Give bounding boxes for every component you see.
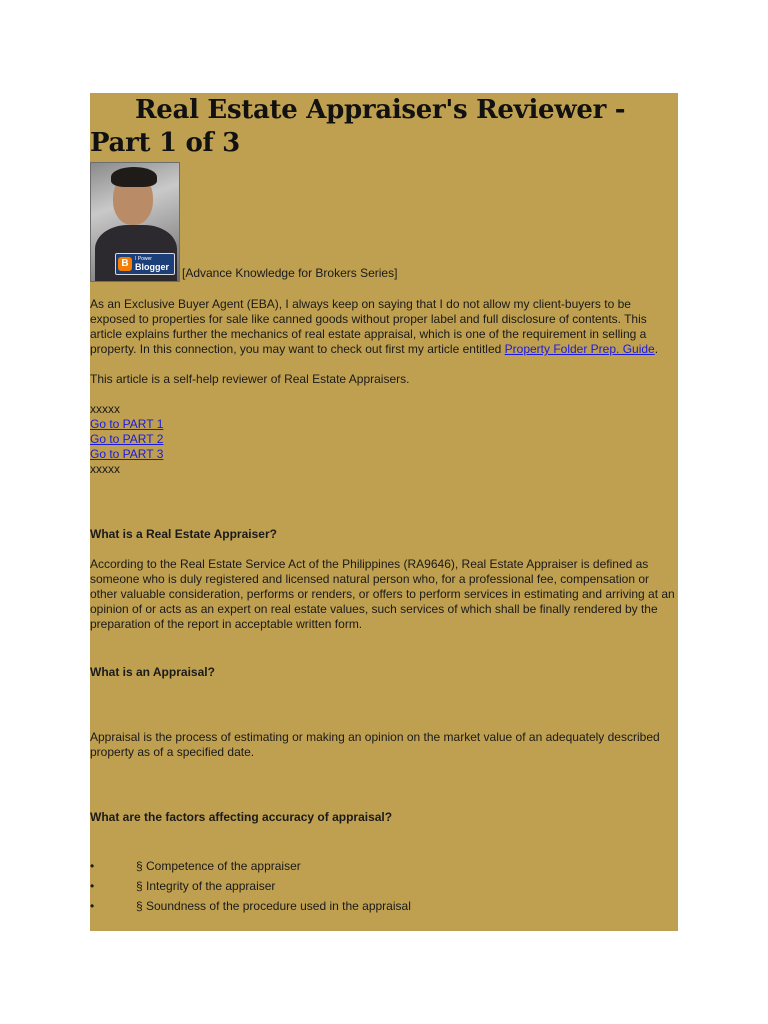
separator-top: xxxxx xyxy=(90,402,120,416)
list-item xyxy=(90,899,678,919)
article-title: Real Estate Appraiser's Reviewer - Part 1 of 3 xyxy=(90,95,626,158)
factor-text: § Soundness of the procedure used in the appraisal xyxy=(136,899,411,913)
separator-bottom: xxxxx xyxy=(90,462,120,476)
series-label: [Advance Knowledge for Brokers Series] xyxy=(182,266,398,280)
list-item xyxy=(90,879,678,899)
power-blogger-badge xyxy=(115,253,175,275)
bullet-icon: • xyxy=(90,899,95,913)
bullet-icon: • xyxy=(90,859,95,873)
q1-heading: What is a Real Estate Appraiser? xyxy=(90,527,277,541)
property-folder-link[interactable]: Property Folder Prep. Guide xyxy=(504,342,655,356)
intro-text: As an Exclusive Buyer Agent (EBA), I always keep on saying that I do not allow my client-buyers to be exposed to properties for sale like canned goods without proper label and full disclosure of contents. This article explains further the mechanics of real estate appraisal, which is one of the requirement in selling a property. In this connection, you may want to check out first my article entitled xyxy=(90,297,647,356)
part-3-link[interactable]: Go to PART 3 xyxy=(90,447,164,461)
bullet-icon: • xyxy=(90,879,95,893)
part-2-link[interactable]: Go to PART 2 xyxy=(90,432,164,446)
q2-heading: What is an Appraisal? xyxy=(90,665,215,679)
factor-text: § Competence of the appraiser xyxy=(136,859,301,873)
intro-paragraph xyxy=(90,297,678,357)
q1-paragraph: According to the Real Estate Service Act of the Philippines (RA9646), Real Estate Appraiser is defined as someone who is duly registered and licensed natural person who, for a professional fee, compensation or other valuable consideration, performs or renders, or offers to perform services in estimating and arriving at an opinion of or acts as an expert on real estate values, such services of which shall be finally rendered by the preparation of the report in acceptable written form. xyxy=(90,557,675,631)
author-row xyxy=(90,162,678,282)
self-help-paragraph: This article is a self-help reviewer of Real Estate Appraisers. xyxy=(90,372,410,386)
author-avatar[interactable] xyxy=(90,162,180,282)
list-item xyxy=(90,859,678,879)
q2-paragraph: Appraisal is the process of estimating or making an opinion on the market value of an adequately described property as of a specified date. xyxy=(90,730,660,759)
part-1-link[interactable]: Go to PART 1 xyxy=(90,417,164,431)
intro-end: . xyxy=(654,342,659,356)
q3-heading: What are the factors affecting accuracy of appraisal? xyxy=(90,810,393,824)
factor-text: § Integrity of the appraiser xyxy=(136,879,276,893)
document-page xyxy=(90,93,678,931)
factors-list xyxy=(90,859,678,919)
avatar-hair-shape xyxy=(111,167,157,187)
blogger-logo-icon: B xyxy=(118,257,132,271)
badge-big-text: Blogger xyxy=(135,262,170,272)
badge-small-text: I Power xyxy=(135,256,152,262)
